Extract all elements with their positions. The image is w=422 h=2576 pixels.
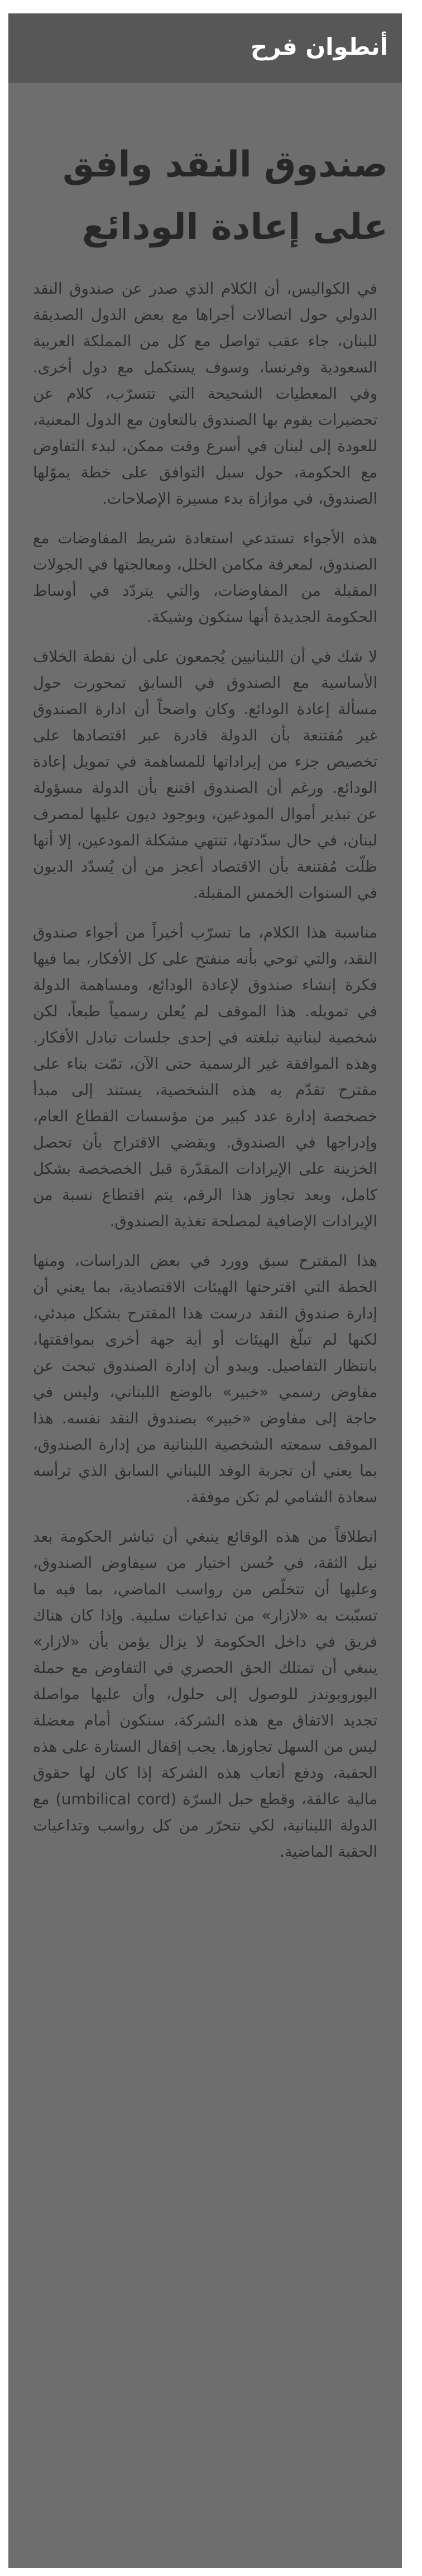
article-paragraph: في الكواليس، أن الكلام الذي صدر عن صندوق النقد الدولي حول اتصالات أجراها مع بعض الدول الصديقة للبنان، جاء عقب تواصل مع كل من المملكة العربية السعودية وفرنسا، وسوف يستكمل مع دول أخرى. وفي المعطيات الشحيحة التي تتسرّب، كلام عن تحضيرات يقوم بها الصندوق بالتعاون مع الدول المعنية، للعودة إلى لبنان في أسرع وقت ممكن، لبدء التفاوض مع الحكومة، حول سبل التوافق على خطة يموّلها الصندوق، في موازاة بدء مسيرة الإصلاحات.: [33, 280, 377, 508]
article-paragraph: مناسبة هذا الكلام، ما تسرّب أخيراً من أجواء صندوق النقد، والتي توحي بأنه منفتح على كل الأفكار، بما فيها فكرة إنشاء صندوق لإعادة الودائع، ومساهمة الدولة في تمويله. هذا الموقف لم يُعلن رسمياً طبعاً، لكن شخصية لبنانية تبلغته في إحدى جلسات تبادل الأفكار. وهذه الموافقة غير الرسمية حتى الآن، تمّت بناء على مقترح تقدّم به هذه الشخصية، يستند إلى مبدأ خصخصة إدارة عدد كبير من مؤسسات القطاع العام، وإدراجها في الصندوق. ويقضي الاقتراح بأن تحصل الخزينة على الإيرادات المقدّرة قبل الخصخصة بشكل كامل، وبعد تجاوز هذا الرقم، يتم اقتطاع نسبة من الإيرادات الإضافية لمصلحة تغذية الصندوق.: [33, 924, 377, 1230]
article-paragraph: انطلاقاً من هذه الوقائع ينبغي أن تباشر الحكومة بعد نيل الثقة، في حُسن اختيار من سيفاوض الصندوق، وعليها أن تتخلّص من رواسب الماضي، بما فيه ما تسبّبت به «لازار» من تداعيات سلبية. وإذا كان هناك فريق في داخل الحكومة لا يزال يؤمن بأن «لازار» ينبغي أن تمتلك الحق الحصري في التفاوض مع حملة اليوروبوندز للوصول إلى حلول، وأن عليها مواصلة تجديد الاتفاق مع هذه الشركة، سنكون أمام معضلة ليس من السهل تجاوزها. يجب إقفال الستارة على هذه الحقبة، ودفع أتعاب هذه الشركة إذا كان لها حقوق مالية عالقة، وقطع حبل السرّة (umbilical cord) مع الدولة اللبنانية، لكي نتحرّر من كل رواسب وتداعيات الحقبة الماضية.: [33, 1528, 378, 1861]
article-column: [8, 13, 402, 2568]
article-body: [33, 276, 377, 1879]
article-paragraph: لا شك في أن اللبنانيين يُجمعون على أن نقطة الخلاف الأساسية مع الصندوق في السابق تمحورت حول مسألة إعادة الودائع. وكان واضحاً أن ادارة الصندوق غير مُقتنعة بأن الدولة قادرة عبر اقتصادها على تخصيص جزء من إيراداتها للمساهمة في تمويل إعادة الودائع. ورغم أن الصندوق اقتنع بأن الدولة مسؤولة عن تبذير أموال المودعين، وبوجود ديون عليها لمصرف لبنان، في حال سدّدتها، تنتهي مشكلة المودعين، إلا أنها ظلّت مُقتنعة بأن الاقتصاد أعجز من أن يُسدّد الديون في السنوات الخمس المقبلة.: [33, 648, 377, 902]
author-bar: [8, 13, 402, 83]
article-paragraph: هذه الأجواء تستدعي استعادة شريط المفاوضات مع الصندوق، لمعرفة مكامن الخلل، ومعالجتها في الجولات المقبلة من المفاوضات، والتي يتردّد في أوساط الحكومة الجديدة أنها ستكون وشيكة.: [33, 529, 377, 626]
article-paragraph: هذا المقترح سبق وورد في بعض الدراسات، ومنها الخطة التي اقترحتها الهيئات الاقتصادية، بما يعني أن إدارة صندوق النقد درست هذا المقترح بشكل مبدئي، لكنها لم تبلّغ الهيئات أو أية جهة أخرى بموافقتها، بانتظار التفاصيل. ويبدو أن إدارة الصندوق تبحث عن مفاوض رسمي «خبير» بالوضع اللبناني، وليس في حاجة إلى مفاوض «خبير» بصندوق النقد نفسه. هذا الموقف سمعته الشخصية اللبنانية من إدارة الصندوق، بما يعني أن تجربة الوفد اللبناني السابق الذي ترأسه سعادة الشامي لم تكن موفقة.: [33, 1252, 377, 1506]
author-name: أنطوان فرح: [250, 33, 388, 60]
article-headline: صندوق النقد وافق على إعادة الودائع: [63, 144, 388, 248]
